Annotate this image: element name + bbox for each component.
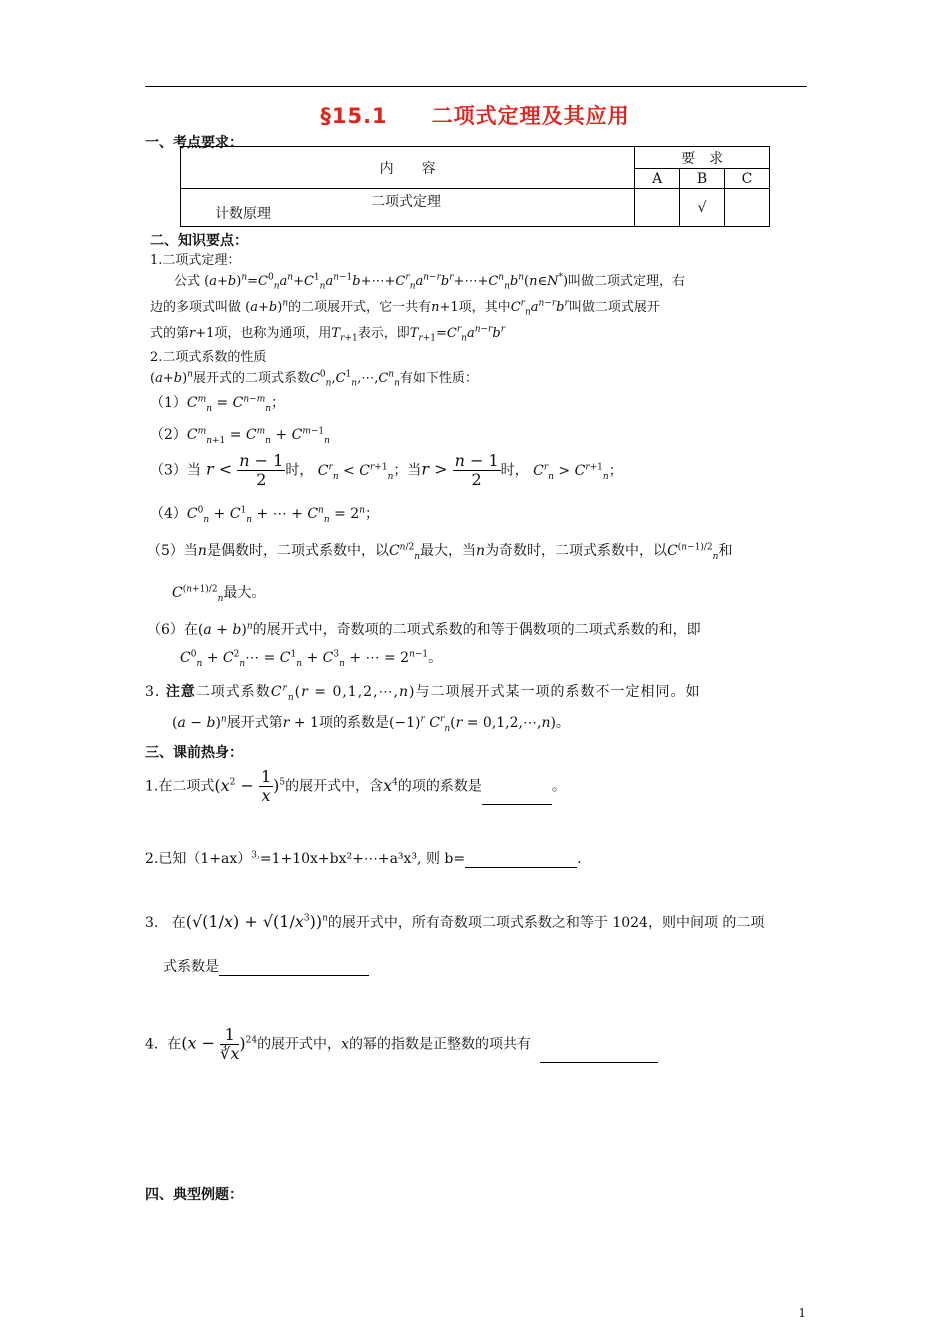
section-heading-warmup: 三、课前热身： [145,745,243,761]
table-header-content: 内 容 [181,147,635,189]
warmup-question-3-line-2: 式系数是 [163,956,369,976]
property-6-line-1: （6）在$(a + b)^n$的展开式中，奇数项的二项式系数的和等于偶数项的二项式系数的和，即 [147,621,701,638]
property-1: $(1)C^m_n = C^{n-m}_n$； [150,394,286,414]
table-row-content [181,189,635,227]
k2-intro: $(a+b)^n$展开式的二项式系数$C^0_n,C^1_n,\cdots,C^n_n$有如下性质： [150,369,478,389]
property-6-line-2: $C^0_n$ + $C^2_n\cdots = C^1_n + C^3_n$ + ⋯ = $2^{n-1}$。 [180,649,443,669]
table-row-category: 计数原理 [215,206,271,222]
page-number: 1 [798,1306,806,1320]
section-heading-requirements: 一、考点要求： [145,135,243,151]
k1-line-1: 公式 $(a+b)^n=C^0_na^n+C^1_na^{n-1}b+\cdots+C^r_na^{n-r}b^r+\cdots+C^n_nb^n(n\in N^*)$叫做二项式定理，右 [174,272,686,292]
property-3: （3）当 r < $\frac{n - 1}{2}$ 时， $C^r_n < C^{r+1}_n$；当r > $\frac{n - 1}{2}$ 时， $C^r_n > C^{r+1}_n$； [150,451,623,489]
section-heading-examples: 四、典型例题： [145,1187,243,1203]
property-4: $(4)C^0_n + C^1_n$ + ⋯ + $C^n_n = 2^n$； [150,505,379,525]
table-level-c: C [725,169,770,189]
table-level-b: B [680,169,725,189]
section-heading-knowledge: 二、知识要点： [150,233,248,249]
k1-heading: 1.二项式定理： [150,253,241,268]
binomial-formula: $(a+b)^n=C^0_na^n+C^1_na^{n-1}b+\cdots+C^r_na^{n-r}b^r+\cdots+C^n_nb^n(n\in N^*)$ [204,272,569,292]
answer-blank-1[interactable] [482,804,552,805]
warmup-question-2: 2.已知$(1+ax)^{3,}=1+10x+bx^2+\cdots+a^3x^3$, 则 b= . [145,850,582,867]
table-cell-c [725,189,770,227]
property-2: $(2)C^m_{n+1} = C^m_n + C^{m-1}_n$ [150,426,330,446]
property-5-line-2: $C^{(n+1)/2}_n$最大。 [172,584,266,604]
k1-line-3: 式的第r+1项，也称为通项，用$T_{r+1}$表示，即$T_{r+1}=C^r_na^{n-r}b^r$ [150,324,505,344]
table-row-item: 二项式定理 [371,194,441,210]
note-line-1: 3. 注意二项式系数$C^r_n(r$ = 0,1,2,⋯,n)与二项展开式某一项的系数不一定相同。如 [145,683,701,703]
k1-line-2: 边的多项式叫做 $(a+b)^n$的二项展开式，它一共有n+1项，其中$C^r_na^{n-r}b^r$叫做二项式展开 [150,298,660,318]
property-5-line-1: （5）当n是偶数时，二项式系数中，以$C^{n/2}_n$最大，当n为奇数时，二项式系数中，以$C^{(n-1)/2}_n$和 [147,542,733,562]
note-line-2: $(a - b)^n$展开式第r + 1项的系数是$(-1)^r$ $C^r_n(r$ = 0,1,2,⋯,n)。 [172,714,570,734]
answer-blank-4[interactable] [540,1062,658,1063]
header-rule [145,86,807,87]
table-header-requirement: 要 求 [635,147,770,169]
warmup-question-3-line-1: 3. 在$(√(1/x) + √(1/x^3))^n$的展开式中，所有奇数项二项式系数之和等于 1024，则中间项 的二项 [145,912,765,931]
table-cell-b: √ [680,189,725,227]
table-cell-a [635,189,680,227]
table-level-a: A [635,169,680,189]
page-title: §15.1 二项式定理及其应用 [320,104,630,128]
k2-heading: 2.二项式系数的性质 [150,350,267,365]
warmup-question-4: 4. 在(x − $\frac{1}{∛x}$ )$^{24}$的展开式中，x的幂的指数是正整数的项共有 [145,1026,658,1063]
requirements-table [180,146,770,227]
answer-blank-2[interactable] [465,867,577,868]
answer-blank-3[interactable] [219,975,369,976]
warmup-question-1: 1.在二项式($x^2$ − $\frac{1}{x}$ )$^5$的展开式中，含$x^4$的项的系数是 。 [145,767,566,805]
